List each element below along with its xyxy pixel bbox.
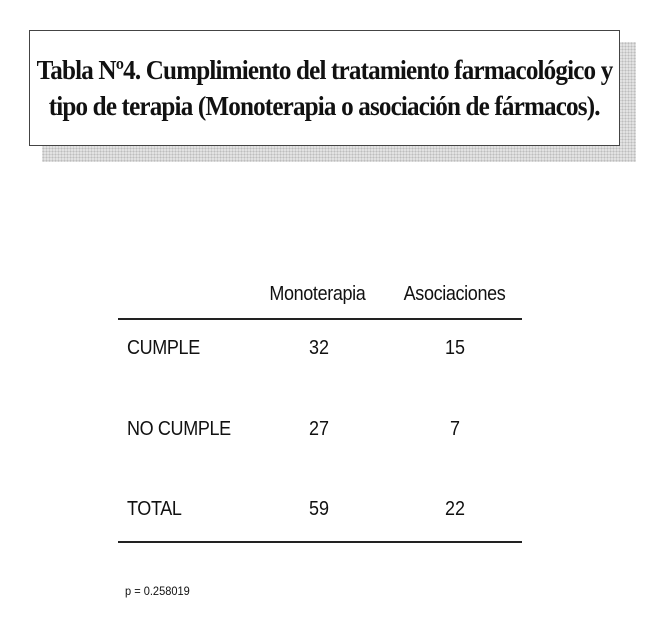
title-line-2: tipo de terapia (Monoterapia o asociación de fármacos). — [49, 91, 600, 121]
cell-cumple-monoterapia: 32 — [308, 337, 330, 359]
column-header-monoterapia: Monoterapia — [269, 283, 366, 305]
bottom-rule — [118, 541, 522, 543]
cell-total-asociaciones: 22 — [444, 498, 466, 520]
row-label-no-cumple: NO CUMPLE — [127, 418, 231, 440]
cell-total-monoterapia: 59 — [308, 498, 330, 520]
cell-no-cumple-asociaciones: 7 — [449, 418, 461, 440]
row-label-cumple: CUMPLE — [127, 337, 200, 359]
title-line-1: Tabla Nº4. Cumplimiento del tratamiento farmacológico y — [36, 55, 613, 85]
cell-no-cumple-monoterapia: 27 — [308, 418, 330, 440]
column-header-asociaciones: Asociaciones — [403, 283, 506, 305]
cell-cumple-asociaciones: 15 — [444, 337, 466, 359]
header-rule — [118, 318, 522, 320]
row-label-total: TOTAL — [127, 498, 182, 520]
p-value-footnote: p = 0.258019 — [125, 584, 190, 598]
table-title — [29, 30, 620, 146]
